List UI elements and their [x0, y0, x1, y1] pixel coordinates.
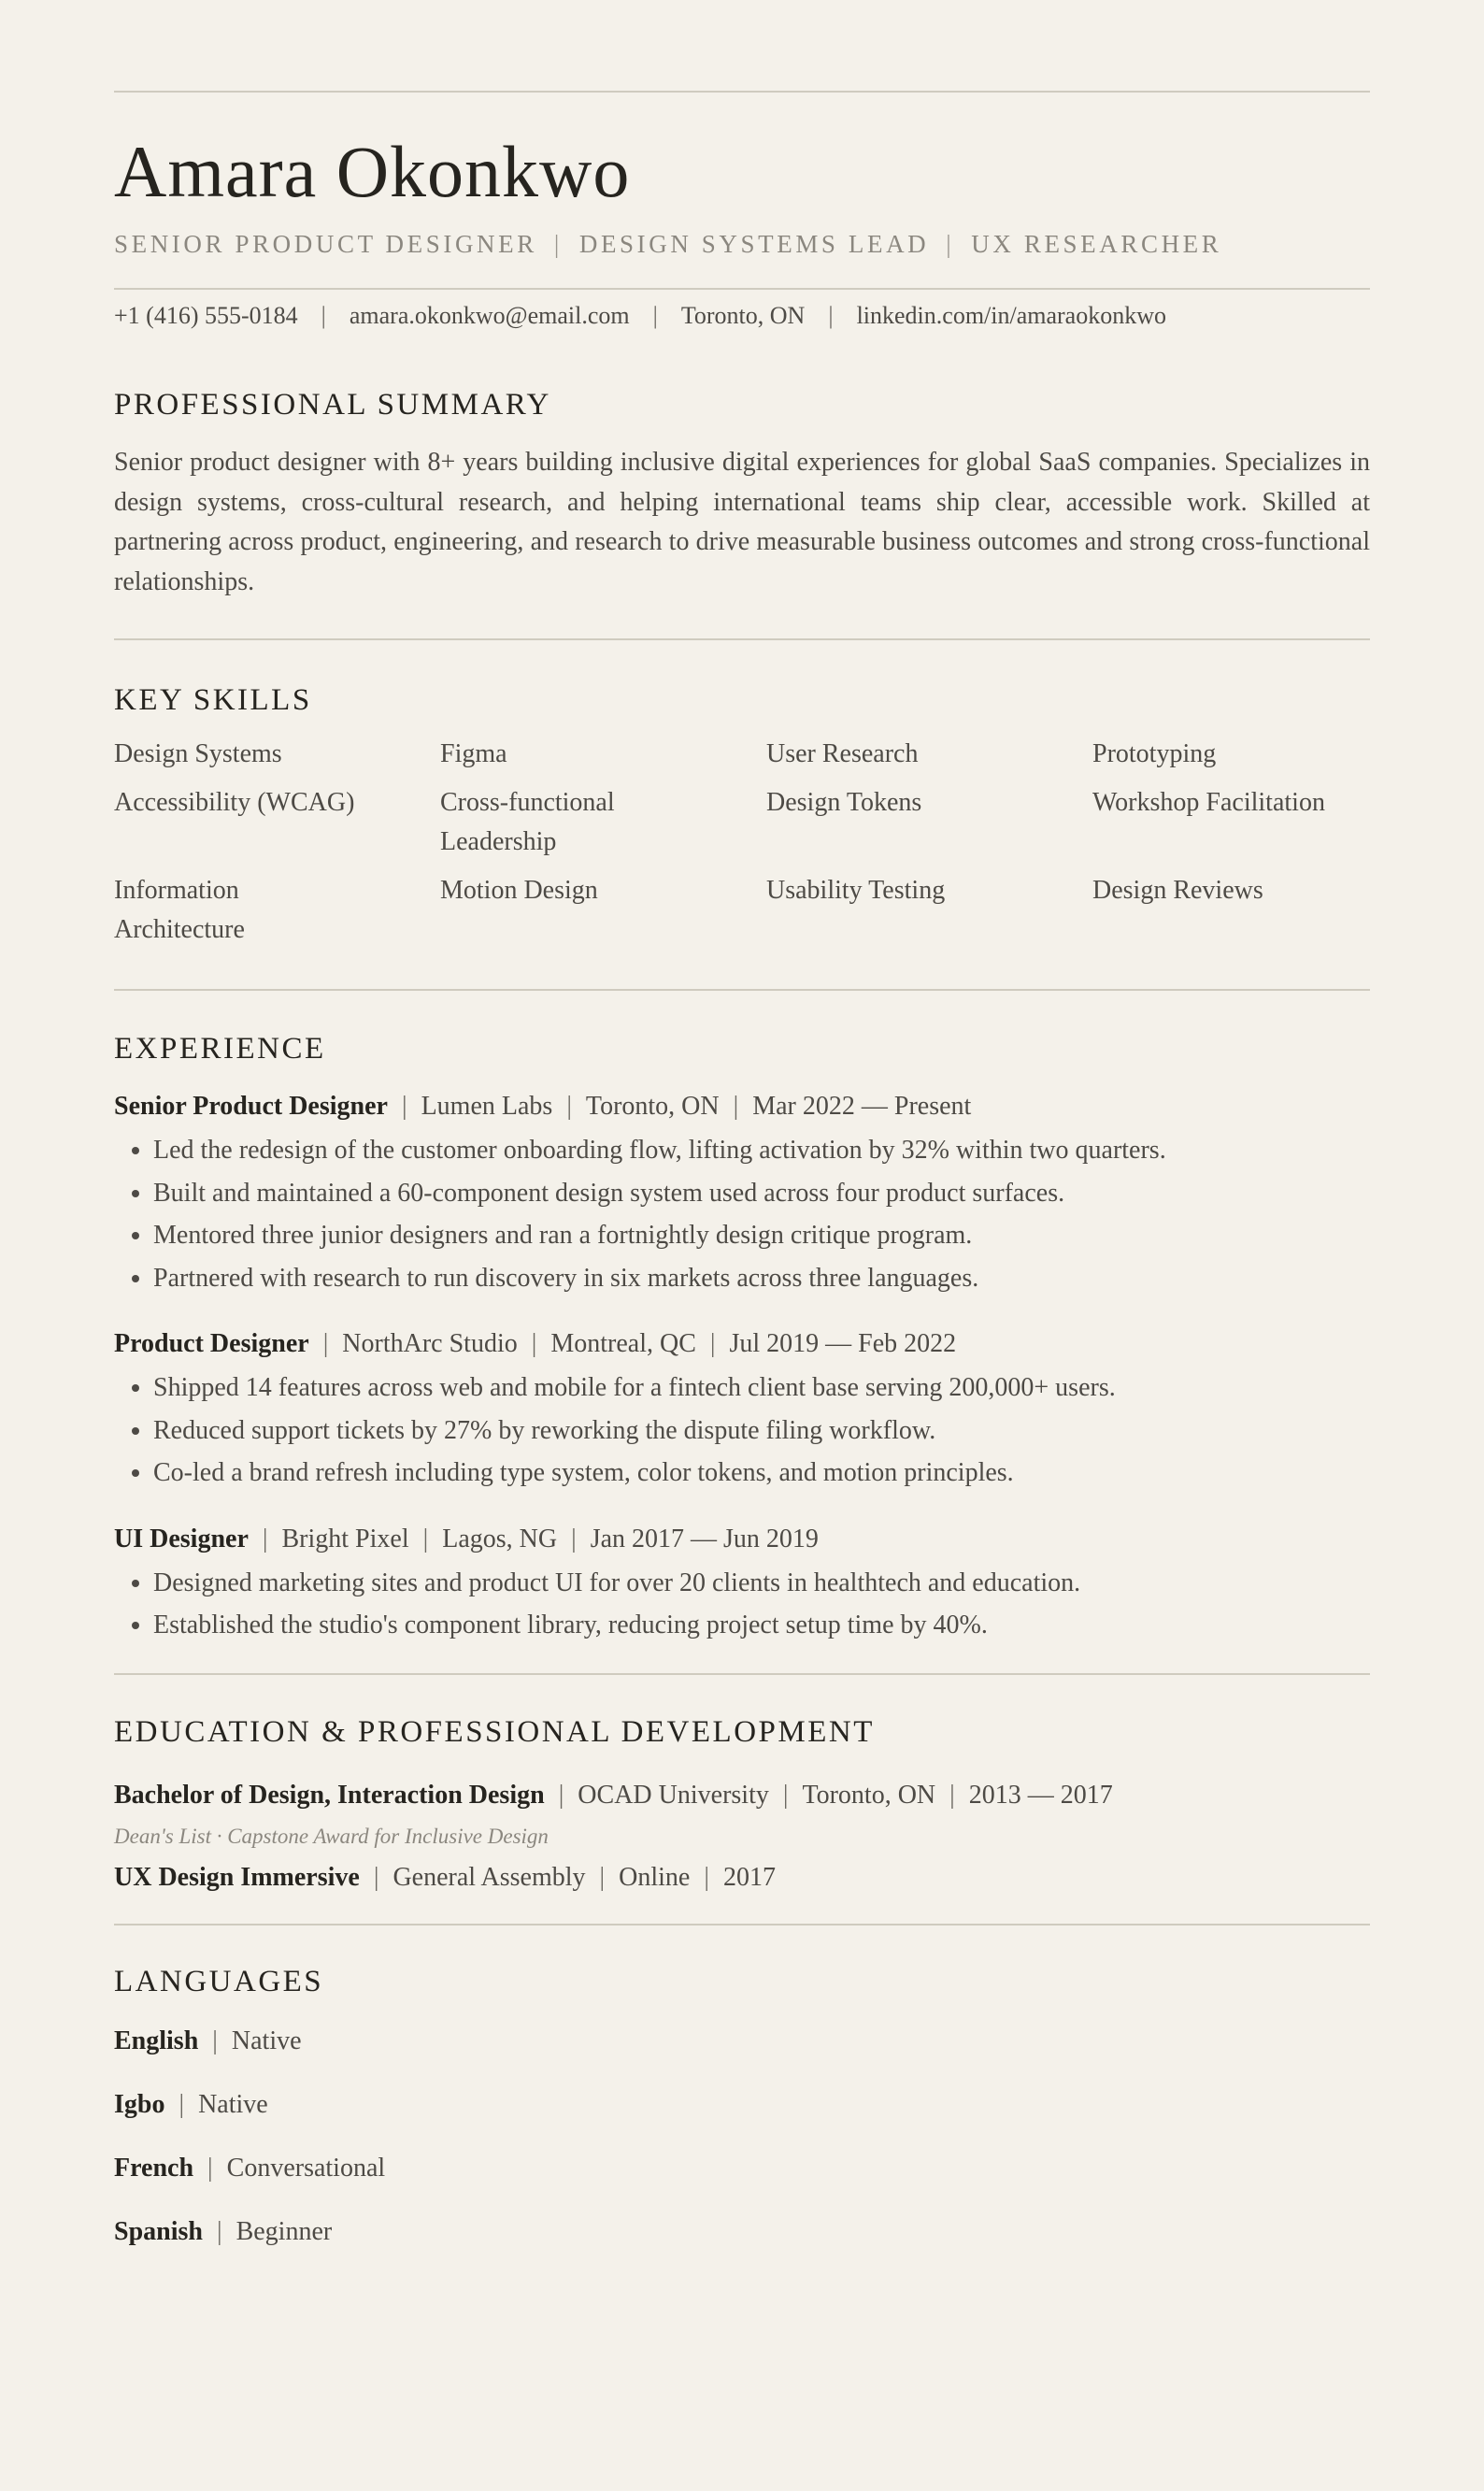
language-separator: |: [216, 2216, 222, 2246]
skills-heading: KEY SKILLS: [114, 683, 312, 717]
skill-item: Workshop Facilitation: [1092, 788, 1325, 817]
job-separator: |: [733, 1092, 739, 1121]
education-title: UX Design Immersive: [114, 1862, 360, 1892]
education-divider: [114, 1924, 1370, 1926]
job-bullet: • Led the redesign of the customer onboarding flow, lifting activation by 32% within two quarters.: [153, 1129, 1370, 1172]
job-separator: |: [571, 1524, 577, 1553]
skills-divider: [114, 989, 1370, 991]
skill-item: Cross-functional Leadership: [440, 788, 615, 856]
job-bullet: • Designed marketing sites and product UI for over 20 clients in healthtech and education.: [153, 1562, 1370, 1605]
education-location: Online: [619, 1862, 691, 1892]
language-item: [114, 2212, 1370, 2252]
skill-item: Design Tokens: [766, 788, 922, 817]
resume-page: [0, 91, 1484, 2491]
job-separator: |: [401, 1092, 407, 1121]
job-separator: |: [531, 1329, 537, 1358]
language-name: English: [114, 2026, 199, 2055]
education-title: Bachelor of Design, Interaction Design: [114, 1780, 545, 1810]
job-location: Montreal, QC: [550, 1329, 696, 1358]
education-entry: [114, 1776, 1370, 1815]
contact-location: Toronto, ON: [680, 302, 806, 329]
job-company: NorthArc Studio: [342, 1329, 518, 1358]
languages-list: [114, 2022, 1370, 2252]
job-bullets: [114, 1129, 1370, 1299]
job-entry: [114, 1520, 1370, 1647]
skill-item: Usability Testing: [766, 876, 946, 905]
education-separator: |: [782, 1780, 789, 1810]
education-separator: |: [558, 1780, 564, 1810]
job-dates: Jul 2019 — Feb 2022: [729, 1329, 957, 1358]
job-separator: |: [262, 1524, 268, 1553]
language-separator: |: [178, 2089, 185, 2119]
experience-heading: EXPERIENCE: [114, 1032, 326, 1066]
job-header: [114, 1324, 1370, 1364]
candidate-titles: [114, 230, 1370, 259]
title-separator: |: [553, 230, 563, 258]
language-level: Beginner: [235, 2216, 333, 2246]
education-dates: 2013 — 2017: [968, 1780, 1113, 1810]
language-item: [114, 2085, 1370, 2125]
title-3: UX RESEARCHER: [971, 230, 1222, 258]
education-note: Dean's List · Capstone Award for Inclusive Design: [114, 1824, 549, 1848]
job-dates: Jan 2017 — Jun 2019: [590, 1524, 819, 1553]
summary-divider: [114, 638, 1370, 640]
summary-heading: PROFESSIONAL SUMMARY: [114, 388, 551, 422]
job-bullet: • Co-led a brand refresh including type system, color tokens, and motion principles.: [153, 1452, 1370, 1495]
job-title: UI Designer: [114, 1524, 249, 1553]
job-entry: [114, 1324, 1370, 1495]
job-entry: [114, 1087, 1370, 1299]
candidate-name: Amara Okonkwo: [114, 131, 631, 212]
job-separator: |: [322, 1329, 329, 1358]
job-bullet: • Shipped 14 features across web and mobile for a fintech client base serving 200,000+ users.: [153, 1367, 1370, 1410]
job-company: Lumen Labs: [421, 1092, 553, 1121]
job-separator: |: [566, 1092, 572, 1121]
skill-item: Prototyping: [1092, 739, 1217, 768]
education-dates: 2017: [722, 1862, 776, 1892]
job-bullet: • Established the studio's component library, reducing project setup time by 40%.: [153, 1604, 1370, 1647]
education-school: OCAD University: [578, 1780, 769, 1810]
skill-item: Motion Design: [440, 876, 598, 905]
job-bullet: • Partnered with research to run discovery in six markets across three languages.: [153, 1257, 1370, 1300]
contact-email: amara.okonkwo@email.com: [349, 302, 630, 329]
title-2: DESIGN SYSTEMS LEAD: [578, 230, 930, 258]
job-bullets: [114, 1367, 1370, 1495]
job-dates: Mar 2022 — Present: [752, 1092, 972, 1121]
contact-line: [114, 302, 1370, 330]
language-separator: |: [207, 2153, 213, 2183]
language-separator: |: [212, 2026, 218, 2055]
job-separator: |: [422, 1524, 429, 1553]
job-bullet: • Built and maintained a 60-component design system used across four product surfaces.: [153, 1172, 1370, 1215]
skill-item: Design Reviews: [1092, 876, 1263, 905]
top-divider: [114, 91, 1370, 93]
job-company: Bright Pixel: [281, 1524, 409, 1553]
job-bullets: [114, 1562, 1370, 1647]
contact-separator: |: [652, 302, 658, 329]
job-bullet: • Mentored three junior designers and ran a fortnightly design critique program.: [153, 1214, 1370, 1257]
contact-linkedin: linkedin.com/in/amaraokonkwo: [856, 302, 1166, 329]
skill-item: Figma: [440, 739, 507, 768]
education-school: General Assembly: [392, 1862, 586, 1892]
skill-item: User Research: [766, 739, 919, 768]
language-name: French: [114, 2153, 194, 2183]
skill-item: Information Architecture: [114, 876, 245, 944]
education-separator: |: [373, 1862, 379, 1892]
job-separator: |: [709, 1329, 716, 1358]
experience-divider: [114, 1673, 1370, 1675]
title-1: SENIOR PRODUCT DESIGNER: [114, 230, 537, 258]
language-level: Native: [231, 2026, 302, 2055]
education-separator: |: [949, 1780, 955, 1810]
job-header: [114, 1520, 1370, 1559]
contact-phone: +1 (416) 555-0184: [114, 302, 298, 329]
language-item: [114, 2022, 1370, 2061]
job-location: Toronto, ON: [585, 1092, 720, 1121]
job-location: Lagos, NG: [442, 1524, 558, 1553]
job-title: Product Designer: [114, 1329, 309, 1358]
skills-grid: [114, 735, 1370, 950]
skill-item: Accessibility (WCAG): [114, 788, 355, 817]
contact-separator: |: [321, 302, 326, 329]
title-separator: |: [946, 230, 955, 258]
language-name: Spanish: [114, 2216, 203, 2246]
languages-heading: LANGUAGES: [114, 1964, 324, 1998]
education-location: Toronto, ON: [802, 1780, 936, 1810]
skill-item: Design Systems: [114, 739, 282, 768]
education-separator: |: [599, 1862, 606, 1892]
job-title: Senior Product Designer: [114, 1092, 388, 1121]
header-divider: [114, 288, 1370, 290]
language-item: [114, 2149, 1370, 2188]
language-name: Igbo: [114, 2089, 165, 2119]
education-separator: |: [704, 1862, 709, 1892]
job-bullet: • Reduced support tickets by 27% by reworking the dispute filing workflow.: [153, 1410, 1370, 1453]
job-header: [114, 1087, 1370, 1126]
language-level: Conversational: [226, 2153, 386, 2183]
language-level: Native: [198, 2089, 268, 2119]
education-heading: EDUCATION & PROFESSIONAL DEVELOPMENT: [114, 1714, 875, 1749]
summary-text: Senior product designer with 8+ years building inclusive digital experiences for global SaaS companies. Specializes in design systems, cross-cultural research, and helping international teams ship clear, accessible work. Skilled at partnering across product, engineering, and research to drive measurable business outcomes and strong cross-functional relationships.: [114, 448, 1370, 596]
contact-separator: |: [828, 302, 834, 329]
education-entry: [114, 1858, 1370, 1897]
